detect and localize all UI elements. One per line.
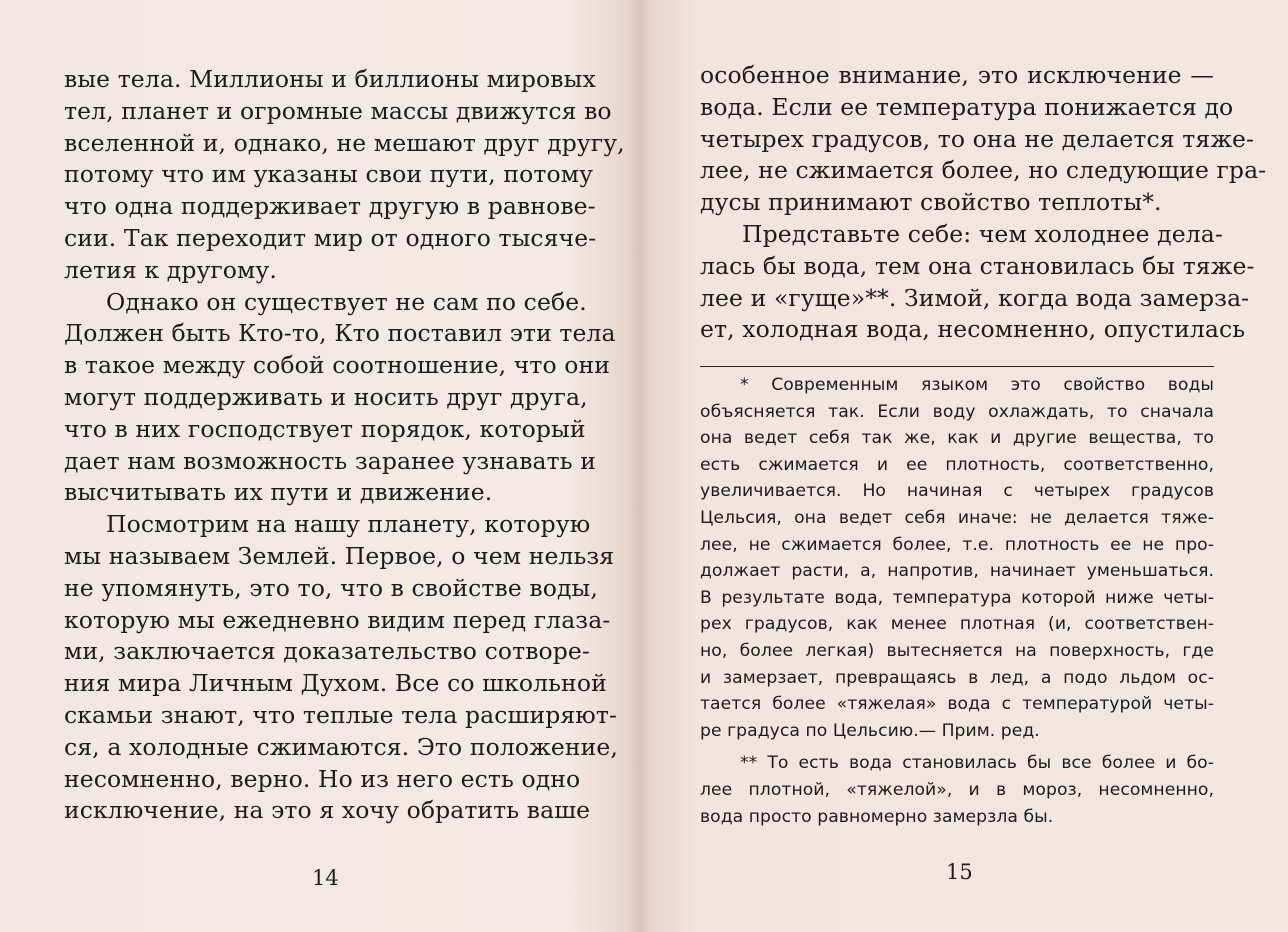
footnote-line: тается более «тяжелая» вода с температурой четы- xyxy=(700,694,1214,715)
page-number: 15 xyxy=(946,860,973,884)
text-line: вые тела. Миллионы и биллионы мировых xyxy=(64,65,596,93)
text-line: которую мы ежедневно видим перед глаза- xyxy=(64,605,611,634)
footnote-line: должает расти, а, напротив, начинает уменьшаться. xyxy=(700,561,1214,582)
footnote-line: увеличивается. Но начиная с четырех градусов xyxy=(700,481,1214,502)
footnote-line: * Современным языком это свойство воды xyxy=(740,375,1214,395)
text-line: не упомянуть, это то, что в свойстве воды, xyxy=(64,573,598,602)
text-line: потому что им указаны свои пути, потому xyxy=(64,160,594,189)
text-line: исключение, на это я хочу обратить ваше xyxy=(64,796,591,825)
footnote-line: В результате вода, температура которой ниже четы- xyxy=(700,587,1214,608)
footnote-line: но, более легкая) вытесняется на поверхность, где xyxy=(700,640,1214,661)
footnote-line: лее плотной, «тяжелой», и в мороз, несомненно, xyxy=(700,779,1214,800)
text-line: дусы принимают свойство теплоты*. xyxy=(700,188,1162,217)
text-line: ми, заключается доказательство сотворе- xyxy=(64,637,590,666)
text-line: в такое между собой соотношение, что они xyxy=(64,351,611,380)
text-line: летия к другому. xyxy=(64,255,277,284)
footnotes xyxy=(700,372,1214,830)
text-line: лась бы вода, тем она становилась бы тяже- xyxy=(700,251,1255,280)
footnote-line: ре градуса по Цельсию.— Прим. ред. xyxy=(700,720,1040,741)
right-page xyxy=(640,0,1288,932)
page-number: 14 xyxy=(312,866,339,890)
text-line: Должен быть Кто-то, Кто поставил эти тела xyxy=(64,319,616,348)
text-line: сии. Так переходит мир от одного тысяче- xyxy=(64,223,597,252)
text-line: лее, не сжимается более, но следующие гра- xyxy=(700,156,1267,185)
text-line: несомненно, верно. Но из него есть одно xyxy=(64,764,581,793)
text-line: могут поддерживать и носить друг друга, xyxy=(64,382,588,411)
footnote-line: есть сжимается и ее плотность, соответственно, xyxy=(700,454,1214,475)
footnote-line: и замерзает, превращаясь в лед, а подо льдом ос- xyxy=(700,667,1214,688)
text-line: мы называем Землей. Первое, о чем нельзя xyxy=(64,541,615,570)
footnote-line: вода просто равномерно замерзла бы. xyxy=(700,806,1054,827)
text-line: Посмотрим на нашу планету, которую xyxy=(106,510,591,539)
right-page-body xyxy=(700,60,1267,346)
footnote-line: она ведет себя так же, как и другие вещества, то xyxy=(700,428,1214,449)
footnote-line: Цельсия, она ведет себя иначе: не делается тяже- xyxy=(700,507,1214,528)
text-line: ет, холодная вода, несомненно, опустилась xyxy=(700,315,1246,344)
footnote-divider xyxy=(700,366,1214,367)
footnote-line: рех градусов, как менее плотная (и, соответствен- xyxy=(700,614,1214,635)
text-line: тел, планет и огромные массы движутся во xyxy=(64,96,612,125)
text-line: Представьте себе: чем холоднее дела- xyxy=(742,219,1223,248)
text-line: что одна поддерживает другую в равнове- xyxy=(64,192,596,221)
text-line: лее и «гуще»**. Зимой, когда вода замерза- xyxy=(700,283,1250,312)
text-line: скамьи знают, что теплые тела расширяют- xyxy=(64,700,618,729)
text-line: ния мира Личным Духом. Все со школьной xyxy=(64,669,607,698)
text-line: вода. Если ее температура понижается до xyxy=(700,92,1234,121)
left-page-body xyxy=(64,64,625,827)
text-line: особенное внимание, это исключение — xyxy=(700,61,1214,89)
text-line: дает нам возможность заранее узнавать и xyxy=(64,446,596,475)
footnote-line: лее, не сжимается более, т.е. плотность ее не про- xyxy=(700,534,1214,555)
text-line: четырех градусов, то она не делается тяже- xyxy=(700,124,1255,153)
text-line: высчитывать их пути и движение. xyxy=(64,478,493,507)
left-page xyxy=(0,0,640,932)
text-line: что в них господствует порядок, который xyxy=(64,414,586,443)
footnote-line: объясняется так. Если воду охлаждать, то сначала xyxy=(700,401,1214,422)
text-line: ся, а холодные сжимаются. Это положение, xyxy=(64,732,618,761)
text-line: вселенной и, однако, не мешают друг другу, xyxy=(64,128,625,157)
footnote-line: ** То есть вода становилась бы все более и бо- xyxy=(740,753,1214,774)
text-line: Однако он существует не сам по себе. xyxy=(106,287,587,316)
